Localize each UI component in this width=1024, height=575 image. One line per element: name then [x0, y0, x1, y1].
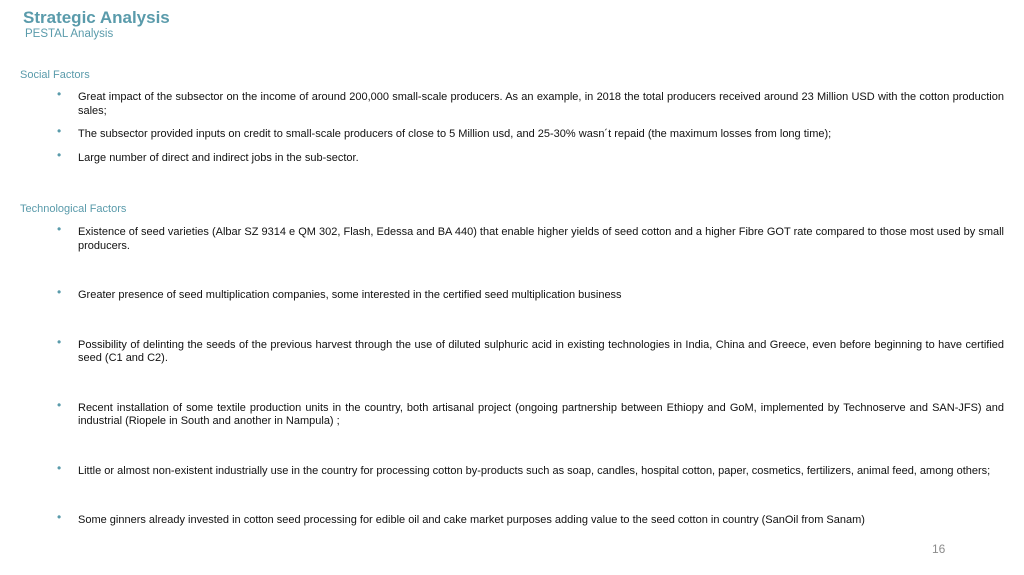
page-subtitle: PESTAL Analysis: [25, 28, 114, 40]
list-item-text: Possibility of delinting the seeds of the previous harvest through the use of diluted sulphuric acid in existing technologies in India, China and Greece, even before beginning to have certified seed (C1 and C2).: [78, 338, 1004, 364]
list-item: [56, 87, 1004, 118]
bullet-icon: •: [57, 285, 62, 299]
list-item: [56, 334, 1004, 366]
list-item-text: Little or almost non-existent industrially use in the country for processing cotton by-products such as soap, candles, hospital cotton, paper, cosmetics, fertilizers, animal feed, among others;: [78, 464, 991, 477]
list-item-text: Greater presence of seed multiplication companies, some interested in the certified seed multiplication business: [78, 289, 622, 301]
social-factors-heading: Social Factors: [20, 69, 90, 81]
bullet-icon: •: [57, 460, 62, 475]
list-item: [56, 124, 1004, 142]
list-item-text: Recent installation of some textile production units in the country, both artisanal project (ongoing partnership between Ethiopy and GoM, implemented by Technoserve and SAN-JFS) and industrial (Riopele in South and another in Nampula) ;: [78, 401, 1004, 427]
bullet-icon: •: [57, 124, 62, 138]
page-title: Strategic Analysis: [23, 8, 170, 27]
technological-factors-heading: Technological Factors: [20, 203, 127, 215]
list-item: [56, 460, 1004, 479]
list-item: [56, 222, 1004, 253]
list-item-text: Existence of seed varieties (Albar SZ 9314 e QM 302, Flash, Edessa and BA 440) that enable higher yields of seed cotton and a higher Fibre GOT rate compared to those most used by small producers.: [78, 226, 1004, 252]
list-item-text: The subsector provided inputs on credit to small-scale producers of close to 5 Million usd, and 25-30% wasn´t repaid (the maximum losses from long time);: [78, 128, 832, 140]
social-factors-list: [56, 87, 1004, 175]
list-item: [56, 510, 1004, 528]
list-item: [56, 397, 1004, 429]
bullet-icon: •: [57, 510, 62, 524]
bullet-icon: •: [57, 222, 62, 236]
technological-factors-list: [56, 222, 1004, 528]
bullet-icon: •: [57, 397, 62, 412]
list-item: [56, 147, 1004, 166]
bullet-icon: •: [57, 87, 62, 101]
list-item-text: Some ginners already invested in cotton seed processing for edible oil and cake market purposes adding value to the seed cotton in country (SanOil from Sanam): [78, 514, 865, 526]
list-item-text: Great impact of the subsector on the income of around 200,000 small-scale producers. As an example, in 2018 the total producers received around 23 Million USD with the cotton production sales;: [78, 91, 1004, 117]
list-item: [56, 285, 1004, 303]
bullet-icon: •: [57, 147, 62, 162]
bullet-icon: •: [57, 334, 62, 349]
list-item-text: Large number of direct and indirect jobs in the sub-sector.: [78, 151, 359, 164]
page-number: 16: [932, 542, 946, 556]
